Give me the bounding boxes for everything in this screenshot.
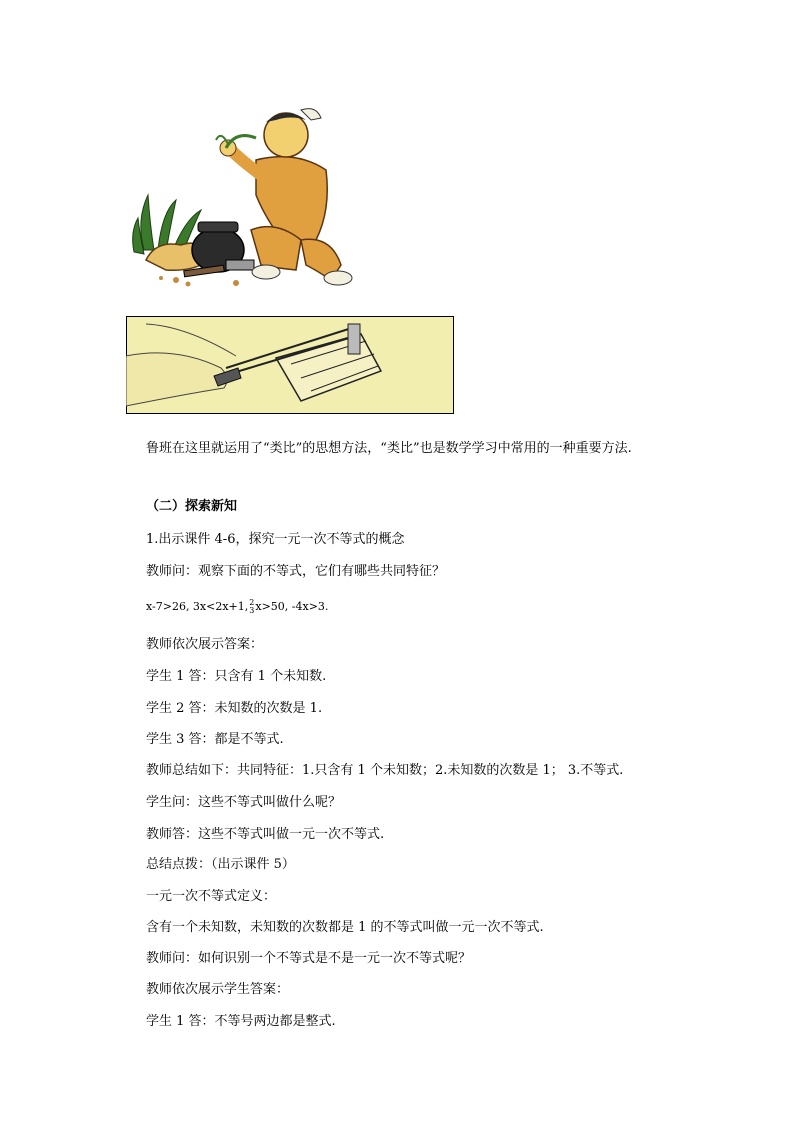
teacher-show-1: 教师依次展示答案：	[146, 637, 264, 652]
teacher-show-2: 教师依次展示学生答案：	[146, 982, 290, 997]
teacher-summary: 教师总结如下：共同特征：1.只含有 1 个未知数；2.未知数的次数是 1； 3.不等式.	[146, 763, 624, 778]
luban-illustration	[126, 100, 366, 295]
fraction-denominator: 3	[249, 606, 255, 615]
fraction-numerator: 2	[249, 598, 255, 607]
summary-tip: 总结点拨：（出示课件 5）	[146, 857, 295, 872]
inequality-part-2: x>50, -4x>3.	[255, 600, 329, 613]
definition-title: 一元一次不等式定义：	[146, 889, 277, 904]
student-1-answer: 学生 1 答：只含有 1 个未知数.	[146, 669, 327, 684]
teacher-question-2: 教师问：如何识别一个不等式是不是一元一次不等式呢？	[146, 951, 472, 966]
teacher-question-1: 教师问：观察下面的不等式，它们有哪些共同特征？	[146, 564, 446, 579]
definition-text: 含有一个未知数，未知数的次数都是 1 的不等式叫做一元一次不等式.	[146, 920, 544, 935]
teacher-answer: 教师答：这些不等式叫做一元一次不等式.	[146, 827, 385, 842]
saw-illustration	[126, 316, 454, 414]
inequality-list	[146, 598, 328, 616]
student-question: 学生问：这些不等式叫做什么呢？	[146, 795, 342, 810]
student-2-answer: 学生 2 答：未知数的次数是 1.	[146, 701, 323, 716]
fraction	[249, 599, 254, 615]
paragraph-luban: 鲁班在这里就运用了“类比”的思想方法，“类比”也是数学学习中常用的一种重要方法.	[146, 441, 632, 456]
section-heading: （二）探索新知	[146, 499, 238, 514]
inequality-part-1: x-7>26, 3x<2x+1,	[146, 600, 249, 613]
student-1-answer-b: 学生 1 答：不等号两边都是整式.	[146, 1014, 336, 1029]
item-1: 1.出示课件 4-6，探究一元一次不等式的概念	[146, 532, 405, 547]
student-3-answer: 学生 3 答：都是不等式.	[146, 732, 284, 747]
